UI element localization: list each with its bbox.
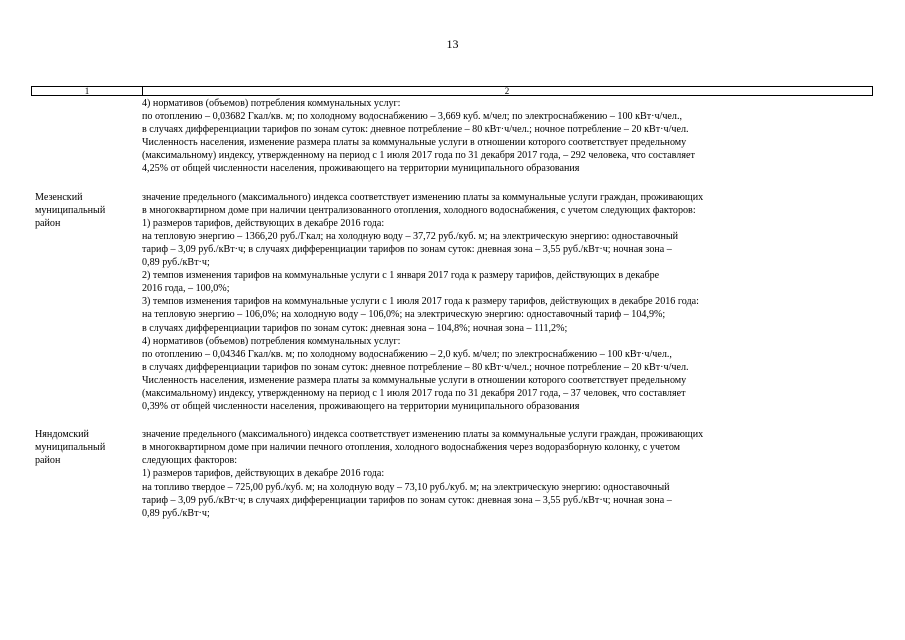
text-line: тариф – 3,09 руб./кВт·ч; в случаях дифференциации тарифов по зонам суток: дневная зона – 3,55 руб./кВт·ч; ночная зона – [142, 243, 672, 255]
text-line: в многоквартирном доме при наличии печного отопления, холодного водоснабжения через водоразборную колонку, с учетом [142, 442, 681, 454]
table-header-col-2: 2 [504, 86, 510, 96]
document-table-body [0, 97, 905, 520]
text-line: значение предельного (максимального) индекса соответствует изменению платы за коммунальные услуги граждан, проживающих [142, 429, 704, 441]
text-line: по отоплению – 0,04346 Гкал/кв. м; по холодному водоснабжению – 2,0 куб. м/чел; по электроснабжению – 100 кВт·ч/чел., [142, 348, 672, 360]
text-line: (максимальному) индексу, утвержденному на период с 1 июля 2017 года по 31 декабря 2017 года, – 292 человека, что составляет [142, 150, 695, 162]
district-name-line: муниципальный [35, 204, 106, 216]
text-line: в случаях дифференциации тарифов по зонам суток: дневное потребление – 80 кВт·ч/чел.; ночное потребление – 20 кВт·ч/чел. [142, 361, 689, 373]
text-line: 0,89 руб./кВт·ч; [142, 257, 210, 269]
text-line: 4) нормативов (объемов) потребления коммунальных услуг: [142, 98, 401, 109]
text-line: по отоплению – 0,03682 Гкал/кв. м; по холодному водоснабжению – 3,669 куб. м/чел; по электроснабжению – 100 кВт·ч/чел., [142, 111, 682, 123]
district-name-line: район [35, 455, 61, 467]
text-line: Численность населения, изменение размера платы за коммунальные услуги в отношении которого соответствует предельному [142, 374, 687, 386]
text-line: 0,39% от общей численности населения, проживающего на территории муниципального образования [142, 401, 580, 413]
table-row [0, 191, 905, 414]
text-line: на топливо твердое – 725,00 руб./куб. м; на холодную воду – 73,10 руб./куб. м; на электрическую энергию: одноставочный [142, 481, 670, 493]
district-name-line: район [35, 217, 61, 229]
page-number: 13 [446, 37, 459, 51]
table-row [0, 428, 905, 520]
text-line: на тепловую энергию – 1366,20 руб./Гкал; на холодную воду – 37,72 руб./куб. м; на электрическую энергию: одноставочный [142, 230, 679, 242]
text-line: Численность населения, изменение размера платы за коммунальные услуги в отношении которого соответствует предельному [142, 137, 687, 149]
text-line: тариф – 3,09 руб./кВт·ч; в случаях дифференциации тарифов по зонам суток: дневная зона – 3,55 руб./кВт·ч; ночная зона – [142, 494, 672, 506]
district-name-line: муниципальный [35, 442, 106, 454]
district-name-line: Няндомский [35, 429, 89, 441]
district-name [35, 428, 135, 467]
text-line: в многоквартирном доме при наличии централизованного отопления, холодного водоснабжения, с учетом следующих факторов: [142, 204, 696, 216]
table-header-row [31, 86, 873, 96]
row-separator [0, 413, 905, 428]
text-line: следующих факторов: [142, 455, 238, 467]
text-line: (максимальному) индексу, утвержденному на период с 1 июля 2017 года по 31 декабря 2017 года, – 37 человек, что составляет [142, 387, 686, 399]
text-line: 1) размеров тарифов, действующих в декабре 2016 года: [142, 217, 385, 229]
text-line: 1) размеров тарифов, действующих в декабре 2016 года: [142, 468, 385, 480]
text-line: 4,25% от общей численности населения, проживающего на территории муниципального образования [142, 163, 580, 175]
text-line: 2) темпов изменения тарифов на коммунальные услуги с 1 января 2017 года к размеру тарифов, действующих в декабре [142, 270, 660, 282]
district-name [35, 191, 135, 230]
row-text [142, 97, 877, 176]
row-separator [0, 176, 905, 191]
table-header-col-1: 1 [32, 87, 143, 95]
text-line: значение предельного (максимального) индекса соответствует изменению платы за коммунальные услуги граждан, проживающих [142, 191, 704, 203]
row-text [142, 428, 877, 520]
district-name-line: Мезенский [35, 191, 83, 203]
text-line: в случаях дифференциации тарифов по зонам суток: дневная зона – 104,8%; ночная зона – 111,2%; [142, 322, 568, 334]
text-line: 2016 года, – 100,0%; [142, 283, 230, 295]
text-line: 3) темпов изменения тарифов на коммунальные услуги с 1 июля 2017 года к размеру тарифов, действующих в декабре 2016 года: [142, 296, 699, 308]
text-line: в случаях дифференциации тарифов по зонам суток: дневное потребление – 80 кВт·ч/чел.; ночное потребление – 20 кВт·ч/чел. [142, 124, 689, 136]
row-text [142, 191, 877, 414]
text-line: на тепловую энергию – 106,0%; на холодную воду – 106,0%; на электрическую энергию: одноставочный тариф – 104,9%; [142, 309, 666, 321]
table-row [0, 97, 905, 176]
text-line: 4) нормативов (объемов) потребления коммунальных услуг: [142, 335, 401, 347]
text-line: 0,89 руб./кВт·ч; [142, 507, 210, 519]
